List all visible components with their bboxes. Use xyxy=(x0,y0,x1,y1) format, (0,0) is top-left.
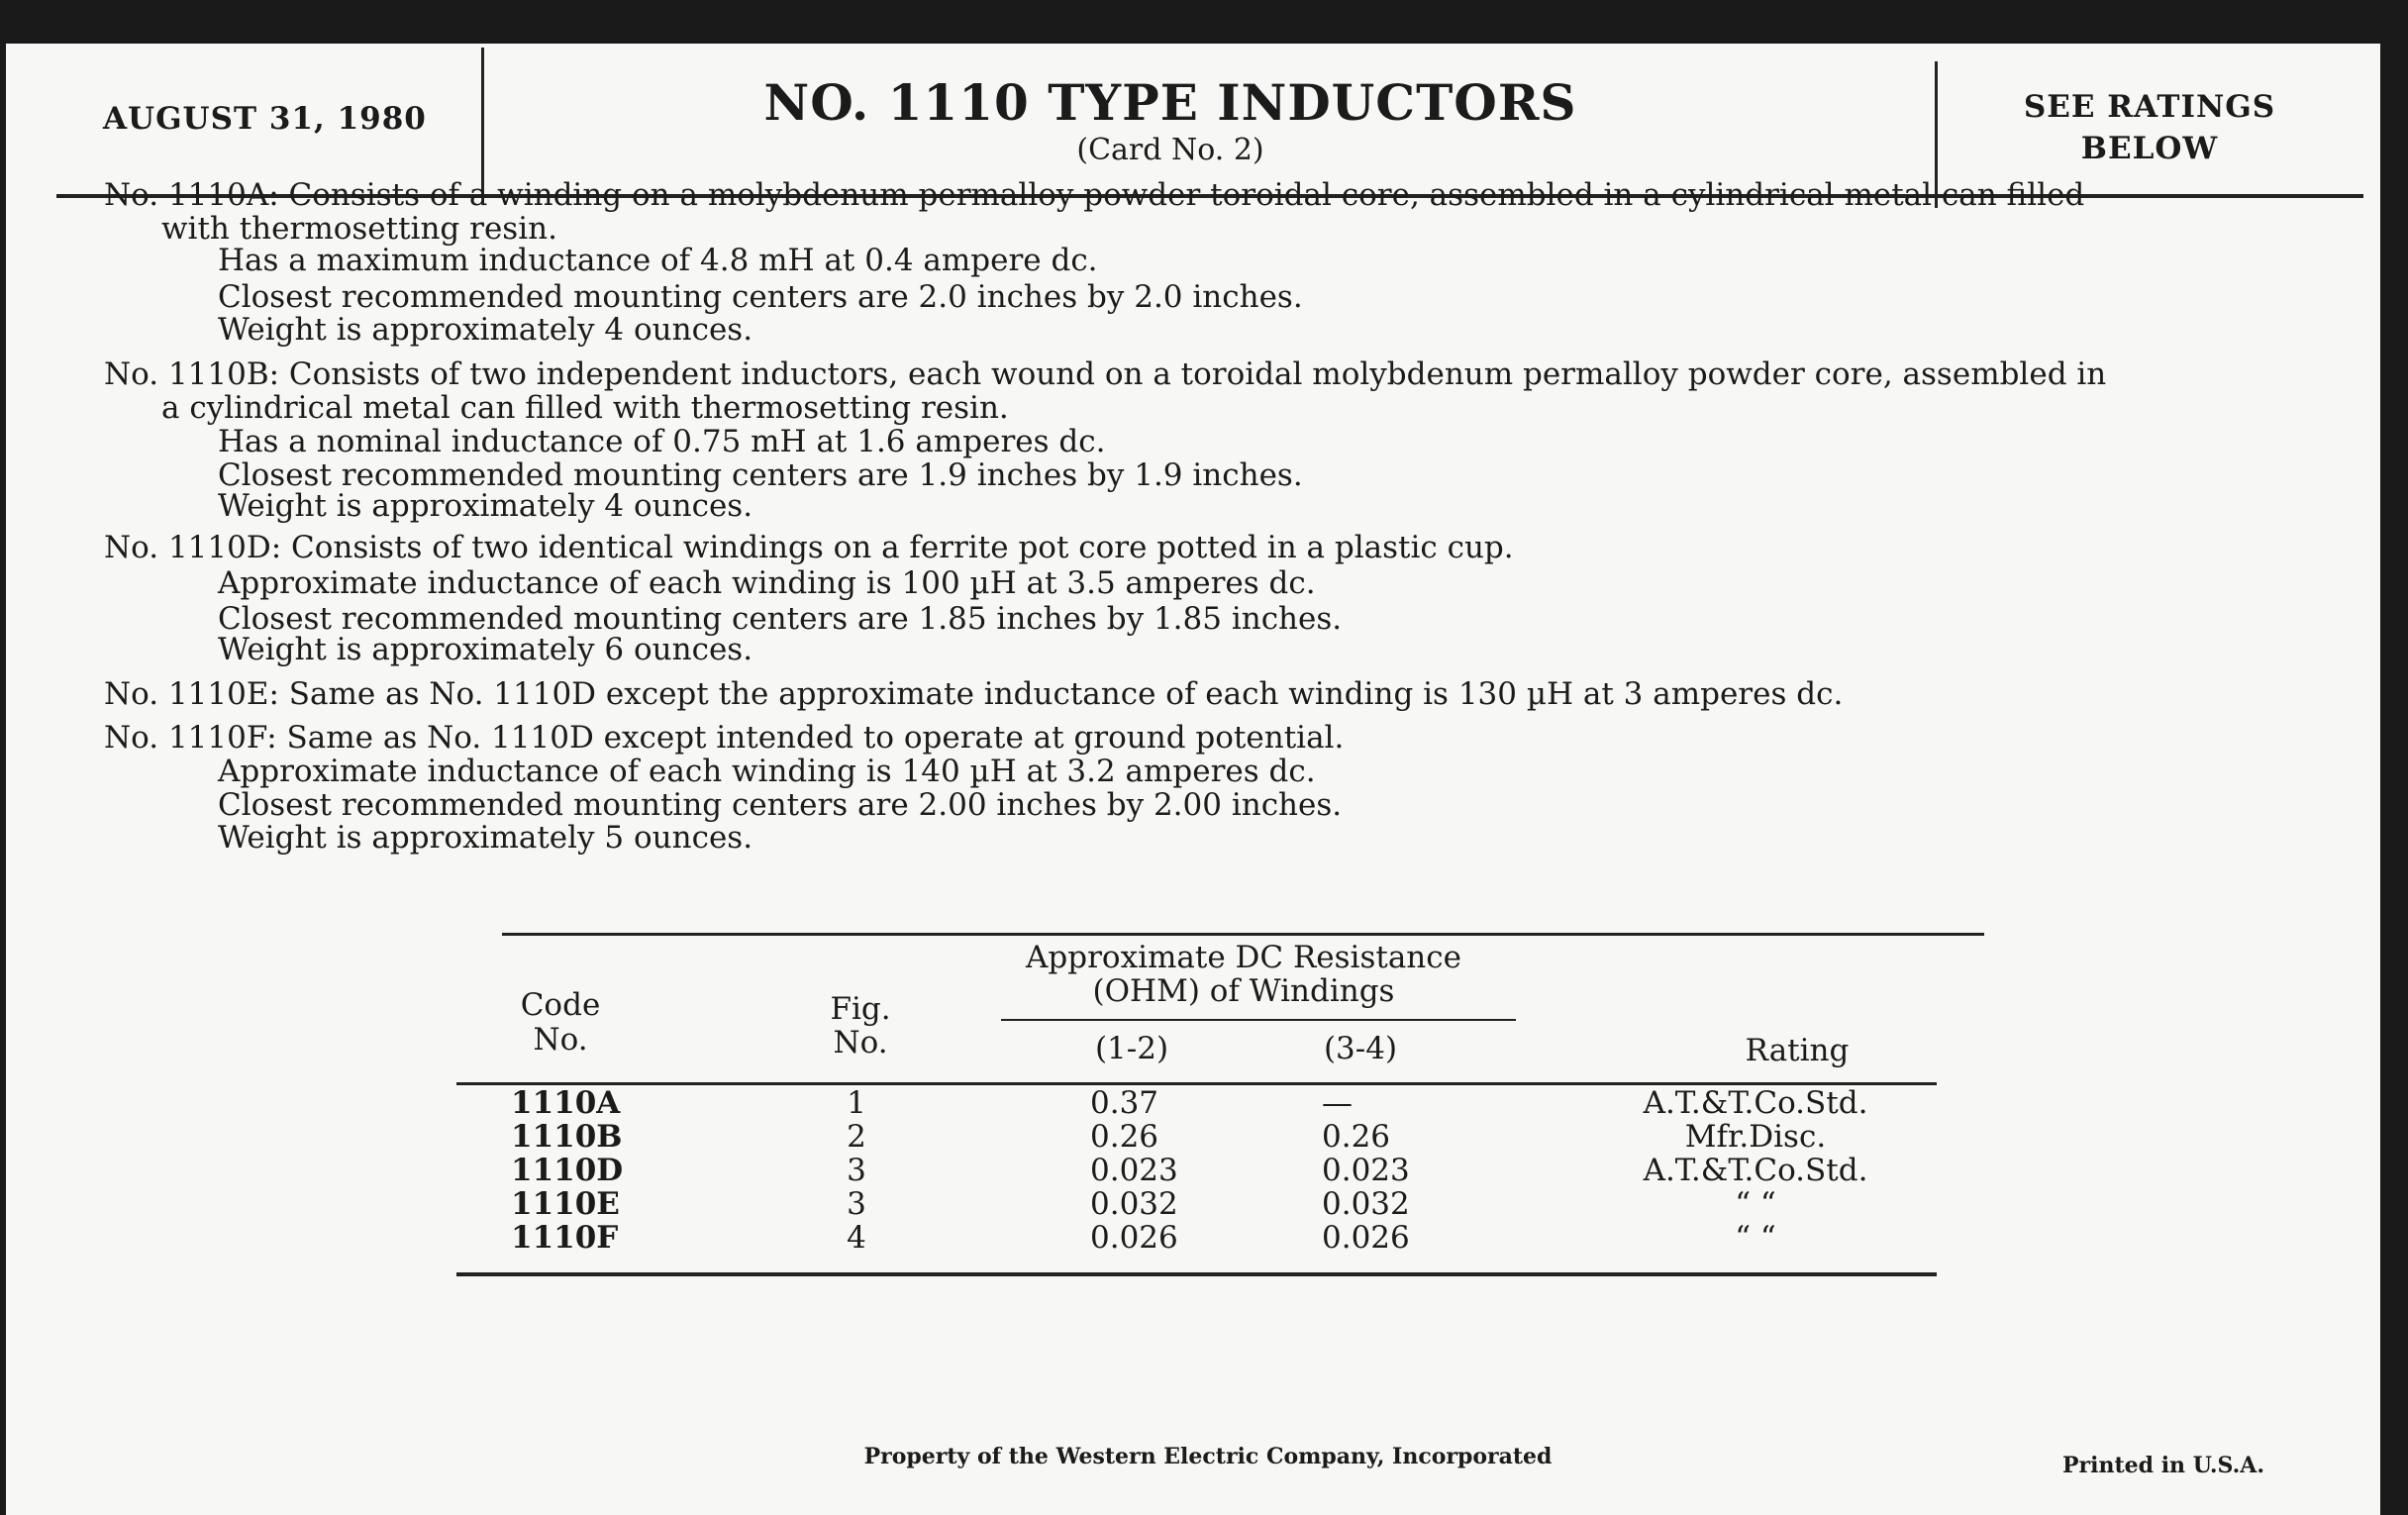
description-line: Approximate inductance of each winding is 140 µH at 3.2 amperes dc. xyxy=(218,754,1316,789)
resistance-1-2-cell: 0.26 xyxy=(1090,1119,1159,1155)
rating-cell: Mfr.Disc. xyxy=(1684,1119,1827,1155)
code-cell: 1110F xyxy=(511,1220,619,1256)
page-title: NO. 1110 TYPE INDUCTORS xyxy=(763,73,1577,132)
description-line: Weight is approximately 6 ounces. xyxy=(218,632,753,667)
code-cell: 1110A xyxy=(511,1085,621,1121)
ratings-note-1: SEE RATINGS xyxy=(2023,89,2276,125)
description-line: Weight is approximately 4 ounces. xyxy=(218,488,753,524)
description-line: a cylindrical metal can filled with thermosetting resin. xyxy=(161,390,1009,426)
rating-cell: “ “ xyxy=(1735,1220,1776,1256)
description-line: Approximate inductance of each winding is 100 µH at 3.5 amperes dc. xyxy=(218,565,1316,601)
resistance-1-2-cell: 0.032 xyxy=(1090,1186,1178,1222)
th-fig-2: No. xyxy=(833,1025,888,1060)
resistance-1-2-cell: 0.026 xyxy=(1090,1220,1178,1256)
code-cell: 1110E xyxy=(511,1186,620,1222)
resistance-3-4-cell: 0.26 xyxy=(1322,1119,1391,1155)
description-line: with thermosetting resin. xyxy=(161,211,557,247)
rating-cell: “ “ xyxy=(1735,1186,1776,1222)
description-line: No. 1110F: Same as No. 1110D except intended to operate at ground potential. xyxy=(104,720,1345,756)
description-line: No. 1110E: Same as No. 1110D except the approximate inductance of each winding is 130 µH at 3 amperes dc. xyxy=(104,676,1844,712)
resistance-3-4-cell: 0.032 xyxy=(1322,1186,1410,1222)
description-line: Closest recommended mounting centers are 2.0 inches by 2.0 inches. xyxy=(218,279,1303,315)
table-top-rule xyxy=(502,933,1984,936)
description-line: Has a nominal inductance of 0.75 mH at 1.6 amperes dc. xyxy=(218,424,1106,459)
fig-cell: 3 xyxy=(847,1153,866,1188)
date: AUGUST 31, 1980 xyxy=(103,101,427,137)
fig-cell: 4 xyxy=(847,1220,866,1256)
resistance-3-4-cell: 0.026 xyxy=(1322,1220,1410,1256)
fig-cell: 2 xyxy=(847,1119,866,1155)
th-code-2: No. xyxy=(533,1022,588,1058)
th-fig: Fig. xyxy=(830,991,891,1027)
rating-cell: A.T.&T.Co.Std. xyxy=(1643,1153,1868,1188)
th-rating: Rating xyxy=(1745,1033,1850,1068)
resistance-1-2-cell: 0.023 xyxy=(1090,1153,1178,1188)
fig-cell: 3 xyxy=(847,1186,866,1222)
description-line: Weight is approximately 5 ounces. xyxy=(218,820,753,856)
resistance-3-4-cell: 0.023 xyxy=(1322,1153,1410,1188)
rating-cell: A.T.&T.Co.Std. xyxy=(1643,1085,1868,1121)
code-cell: 1110B xyxy=(511,1119,623,1155)
ratings-note-2: BELOW xyxy=(2080,131,2219,166)
resistance-1-2-cell: 0.37 xyxy=(1090,1085,1159,1121)
th-winding-1-2: (1-2) xyxy=(1094,1031,1169,1066)
description-line: Closest recommended mounting centers are 1.85 inches by 1.85 inches. xyxy=(218,601,1343,637)
divider xyxy=(481,48,484,194)
description-line: Closest recommended mounting centers are 1.9 inches by 1.9 inches. xyxy=(218,457,1303,493)
description-line: No. 1110A: Consists of a winding on a molybdenum permalloy powder toroidal core, assembled in a cylindrical metal can filled xyxy=(104,177,2085,213)
resistance-3-4-cell: — xyxy=(1322,1085,1353,1121)
th-resistance-unit: (OHM) of Windings xyxy=(1092,973,1395,1009)
table-bottom-rule xyxy=(456,1272,1937,1276)
th-code: Code xyxy=(520,987,601,1023)
fig-cell: 1 xyxy=(847,1085,866,1121)
description-line: No. 1110B: Consists of two independent inductors, each wound on a toroidal molybdenum permalloy powder core, assembled in xyxy=(104,356,2107,392)
printed-note: Printed in U.S.A. xyxy=(2062,1453,2265,1478)
property-note: Property of the Western Electric Company, Incorporated xyxy=(863,1444,1553,1469)
th-winding-3-4: (3-4) xyxy=(1323,1031,1398,1066)
card-number: (Card No. 2) xyxy=(1076,133,1264,167)
description-line: No. 1110D: Consists of two identical windings on a ferrite pot core potted in a plastic cup. xyxy=(104,530,1514,565)
resistance-rule xyxy=(1001,1019,1516,1021)
description-line: Weight is approximately 4 ounces. xyxy=(218,312,753,348)
th-resistance: Approximate DC Resistance xyxy=(1026,940,1461,975)
description-line: Closest recommended mounting centers are 2.00 inches by 2.00 inches. xyxy=(218,787,1343,823)
description-line: Has a maximum inductance of 4.8 mH at 0.4 ampere dc. xyxy=(218,243,1098,278)
code-cell: 1110D xyxy=(511,1153,624,1188)
data-card xyxy=(6,44,2380,1515)
